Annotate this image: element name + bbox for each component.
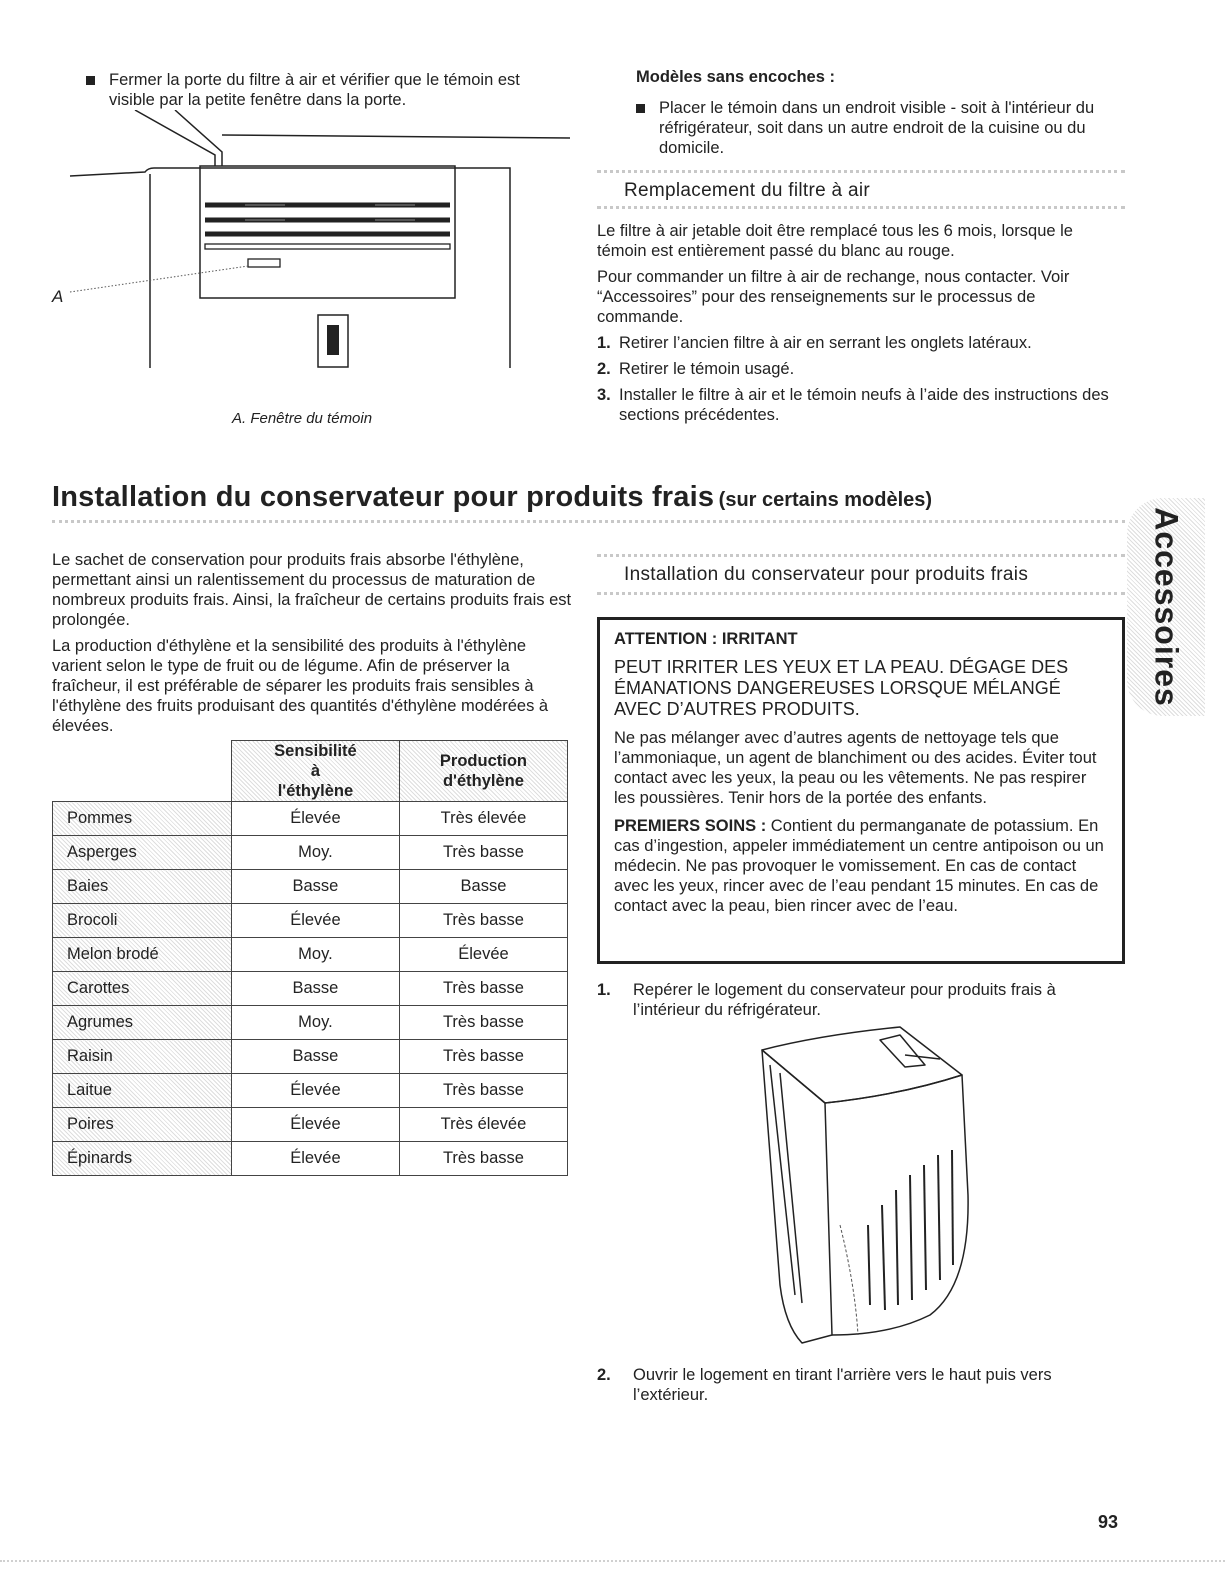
install-step-2: 2. Ouvrir le logement en tirant l'arrière vers le haut puis vers l’extérieur. — [597, 1366, 1052, 1404]
main-heading-rule — [52, 520, 1125, 523]
production-value: Très basse — [399, 1142, 567, 1176]
table-row — [53, 1074, 568, 1108]
table-row — [53, 836, 568, 870]
install-freshness-title: Installation du conservateur pour produits frais — [624, 564, 1029, 585]
table-row — [53, 802, 568, 836]
freshness-intro — [52, 550, 572, 736]
production-value: Très basse — [399, 972, 567, 1006]
production-value: Basse — [399, 870, 567, 904]
install-section-rule-bottom — [597, 592, 1125, 595]
table-header-blank — [53, 741, 232, 802]
produce-name: Asperges — [53, 836, 232, 870]
first-aid-text — [614, 816, 1108, 916]
column-header-sensitivity: Sensibilité à l'éthylène — [231, 741, 399, 802]
bullet-square-icon — [636, 104, 645, 113]
sensitivity-value: Élevée — [231, 1074, 399, 1108]
produce-name: Carottes — [53, 972, 232, 1006]
warning-box — [597, 617, 1125, 964]
ethylene-absorb-text: Le sachet de conservation pour produits frais absorbe l'éthylène, permettant ainsi un ralentissement du processus de maturation de nombreux produits frais. Ainsi, la fraîcheur de certains produits frais est prolongée. — [52, 551, 572, 629]
page-number: 93 — [1098, 1512, 1119, 1532]
air-filter-replacement-title: Remplacement du filtre à air — [624, 180, 871, 201]
replacement-step: 3. Installer le filtre à air et le témoin neufs à l’aide des instructions des sections précédentes. — [597, 386, 1109, 424]
callout-a-label: A — [52, 287, 64, 306]
sensitivity-value: Élevée — [231, 1142, 399, 1176]
produce-name: Pommes — [53, 802, 232, 836]
indicator-placement-text: Placer le témoin dans un endroit visible - soit à l'intérieur du réfrigérateur, soit dans un autre endroit de la cuisine ou du domicile. — [659, 99, 1095, 157]
sensitivity-value: Basse — [231, 870, 399, 904]
ethylene-table — [52, 740, 568, 1176]
main-heading — [52, 481, 932, 514]
produce-name: Épinards — [53, 1142, 232, 1176]
production-value: Très élevée — [399, 1108, 567, 1142]
replacement-step: 1. Retirer l’ancien filtre à air en serrant les onglets latéraux. — [597, 334, 1032, 352]
produce-name: Raisin — [53, 1040, 232, 1074]
sensitivity-value: Moy. — [231, 938, 399, 972]
production-value: Très basse — [399, 1006, 567, 1040]
first-aid-body: Contient du permanganate de potassium. En cas d’ingestion, appeler immédiatement un centre antipoison ou un médecin. Ne pas provoquer le vomissement. En cas de contact avec les yeux, rincer avec de l’eau pendant 15 minutes. En cas de contact avec la peau, bien rincer avec de l’eau. — [614, 817, 1104, 915]
models-without-notches-heading: Modèles sans encoches : — [636, 68, 835, 86]
production-value: Très basse — [399, 1074, 567, 1108]
table-row — [53, 938, 568, 972]
table-row — [53, 1108, 568, 1142]
section-rule-top — [597, 170, 1125, 173]
produce-name: Agrumes — [53, 1006, 232, 1040]
bottom-edge-rule — [0, 1560, 1225, 1562]
sensitivity-value: Moy. — [231, 836, 399, 870]
first-aid-label: PREMIERS SOINS : — [614, 817, 767, 835]
replacement-interval-text: Le filtre à air jetable doit être remplacé tous les 6 mois, lorsque le témoin est entièrement passé du blanc au rouge. — [597, 222, 1073, 260]
order-filter-text: Pour commander un filtre à air de rechange, nous contacter. Voir “Accessoires” pour des renseignements sur le processus de commande. — [597, 268, 1070, 326]
table-row — [53, 1006, 568, 1040]
figure-caption: A. Fenêtre du témoin — [232, 410, 373, 427]
production-value: Très basse — [399, 904, 567, 938]
sensitivity-value: Élevée — [231, 1108, 399, 1142]
freshness-preserver-housing-illustration — [740, 1025, 980, 1355]
table-row — [53, 972, 568, 1006]
produce-name: Melon brodé — [53, 938, 232, 972]
table-row — [53, 904, 568, 938]
ethylene-sensitivity-text: La production d'éthylène et la sensibilité des produits à l'éthylène varient selon le type de fruit ou de légume. Afin de préserver la fraîcheur, il est préférable de séparer les produits frais sensibles à l'éthylène des fruits produisant des quantités d'éthylène modérées à élevées. — [52, 637, 549, 735]
filter-door-instruction — [86, 70, 566, 110]
install-step-1: 1. Repérer le logement du conservateur pour produits frais à l’intérieur du réfrigérateur. — [597, 981, 1056, 1019]
bullet-square-icon — [86, 76, 95, 85]
sensitivity-value: Moy. — [231, 1006, 399, 1040]
main-heading-title: Installation du conservateur pour produits frais — [52, 481, 715, 513]
produce-name: Laitue — [53, 1074, 232, 1108]
warning-title: ATTENTION : IRRITANT — [614, 630, 798, 648]
filter-door-text: Fermer la porte du filtre à air et vérifier que le témoin est visible par la petite fenêtre dans la porte. — [109, 71, 520, 109]
table-row — [53, 870, 568, 904]
table-row — [53, 1040, 568, 1074]
warning-caps-text: PEUT IRRITER LES YEUX ET LA PEAU. DÉGAGE DES ÉMANATIONS DANGEREUSES LORSQUE MÉLANGÉ AVEC D’AUTRES PRODUITS. — [614, 657, 1069, 719]
replacement-step: 2. Retirer le témoin usagé. — [597, 360, 795, 378]
production-value: Élevée — [399, 938, 567, 972]
produce-name: Baies — [53, 870, 232, 904]
sensitivity-value: Élevée — [231, 802, 399, 836]
production-value: Très basse — [399, 1040, 567, 1074]
main-heading-suffix: (sur certains modèles) — [718, 489, 933, 511]
sensitivity-value: Élevée — [231, 904, 399, 938]
warning-body-text: Ne pas mélanger avec d’autres agents de nettoyage tels que l’ammoniaque, un agent de blanchiment ou des acides. Éviter tout contact avec les yeux, la peau ou les vêtements. Ne pas respirer les poussières. Tenir hors de la portée des enfants. — [614, 729, 1097, 807]
air-filter-window-illustration — [50, 110, 580, 385]
column-header-production: Production d'éthylène — [399, 741, 567, 802]
table-row — [53, 1142, 568, 1176]
table-header-row — [53, 741, 568, 802]
sensitivity-value: Basse — [231, 972, 399, 1006]
section-rule-bottom — [597, 206, 1125, 209]
install-section-rule-top — [597, 554, 1125, 557]
produce-name: Poires — [53, 1108, 232, 1142]
side-tab-label: Accessoires — [1148, 507, 1185, 707]
air-filter-replacement-body — [597, 221, 1125, 431]
produce-name: Brocoli — [53, 904, 232, 938]
production-value: Très élevée — [399, 802, 567, 836]
sensitivity-value: Basse — [231, 1040, 399, 1074]
indicator-placement-instruction — [636, 98, 1116, 158]
production-value: Très basse — [399, 836, 567, 870]
